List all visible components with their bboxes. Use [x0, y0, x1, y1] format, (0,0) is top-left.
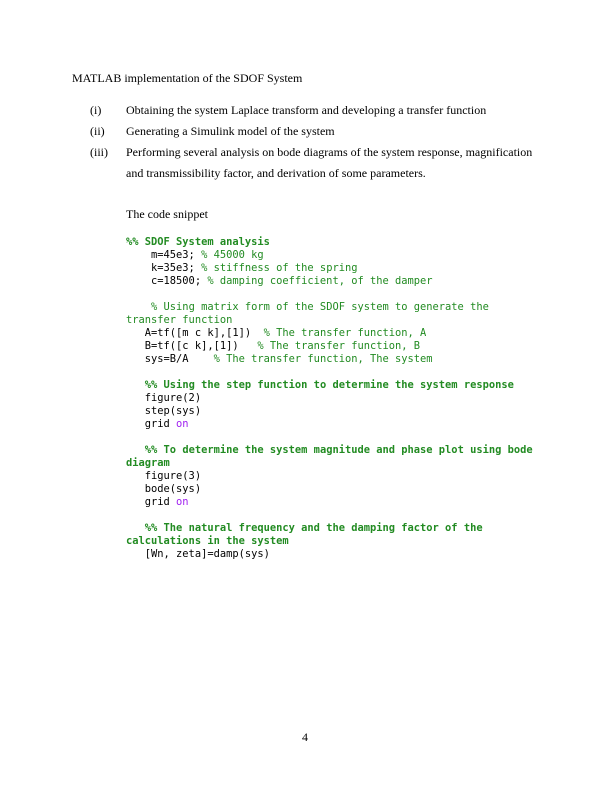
- code-line: [126, 548, 533, 561]
- code-line: [126, 522, 533, 535]
- code-text: B=tf([c k],[1]): [126, 340, 258, 352]
- code-line: [126, 431, 533, 444]
- snippet-label: The code snippet: [126, 207, 208, 221]
- code-text: figure(2): [126, 392, 202, 404]
- code-line: [126, 535, 533, 548]
- code-line: [126, 509, 533, 522]
- code-line: [126, 379, 533, 392]
- code-line: [126, 314, 533, 327]
- code-text: figure(3): [126, 470, 202, 482]
- code-line: [126, 275, 533, 288]
- code-text: grid: [126, 496, 177, 508]
- code-text: sys=B/A: [126, 353, 214, 365]
- code-comment: %% Using the step function to determine the system response: [144, 379, 514, 391]
- code-comment: %% SDOF System analysis: [126, 236, 270, 248]
- code-line: [126, 457, 533, 470]
- section-heading: MATLAB implementation of the SDOF System: [72, 71, 303, 85]
- code-line: [126, 392, 533, 405]
- list-item: Performing several analysis on bode diagrams of the system response, magnification: [126, 145, 533, 159]
- list-number: (ii): [90, 124, 105, 138]
- list-item-continuation: and transmissibility factor, and derivation of some parameters.: [126, 166, 426, 180]
- code-comment: transfer function: [126, 314, 233, 326]
- code-comment: % The transfer function, The system: [213, 353, 433, 365]
- code-comment: diagram: [126, 457, 170, 469]
- code-text: step(sys): [126, 405, 202, 417]
- code-line: [126, 496, 533, 509]
- code-text: [126, 379, 145, 391]
- code-comment: %% To determine the system magnitude and phase plot using bode: [144, 444, 533, 456]
- code-line: [126, 327, 533, 340]
- code-line: [126, 301, 533, 314]
- list-item: Obtaining the system Laplace transform and developing a transfer function: [126, 103, 487, 117]
- code-keyword: on: [176, 496, 189, 508]
- code-comment: %% The natural frequency and the damping factor of the: [144, 522, 483, 534]
- code-comment: % Using matrix form of the SDOF system to generate the: [151, 301, 489, 313]
- code-line: [126, 366, 533, 379]
- code-block: [126, 236, 533, 561]
- code-text: [126, 522, 145, 534]
- code-comment: % The transfer function, B: [257, 340, 421, 352]
- code-line: [126, 444, 533, 457]
- page-number: 4: [302, 730, 308, 744]
- code-comment: % stiffness of the spring: [201, 262, 358, 274]
- code-line: [126, 288, 533, 301]
- code-comment: calculations in the system: [126, 535, 289, 547]
- code-comment: % 45000 kg: [201, 249, 264, 261]
- code-text: c=18500;: [126, 275, 208, 287]
- code-text: [126, 444, 145, 456]
- code-keyword: on: [176, 418, 189, 430]
- code-comment: % The transfer function, A: [263, 327, 427, 339]
- code-text: k=35e3;: [126, 262, 202, 274]
- list-number: (iii): [90, 145, 108, 159]
- code-line: [126, 236, 533, 249]
- list-item: Generating a Simulink model of the system: [126, 124, 335, 138]
- code-text: [Wn, zeta]=damp(sys): [126, 548, 270, 560]
- code-text: A=tf([m c k],[1]): [126, 327, 264, 339]
- code-line: [126, 340, 533, 353]
- code-text: m=45e3;: [126, 249, 202, 261]
- code-comment: % damping coefficient, of the damper: [207, 275, 433, 287]
- list-number: (i): [90, 103, 102, 117]
- code-line: [126, 249, 533, 262]
- code-text: bode(sys): [126, 483, 202, 495]
- code-line: [126, 418, 533, 431]
- code-line: [126, 483, 533, 496]
- code-line: [126, 353, 533, 366]
- code-line: [126, 470, 533, 483]
- code-line: [126, 262, 533, 275]
- code-text: [126, 301, 151, 313]
- code-line: [126, 405, 533, 418]
- code-text: grid: [126, 418, 177, 430]
